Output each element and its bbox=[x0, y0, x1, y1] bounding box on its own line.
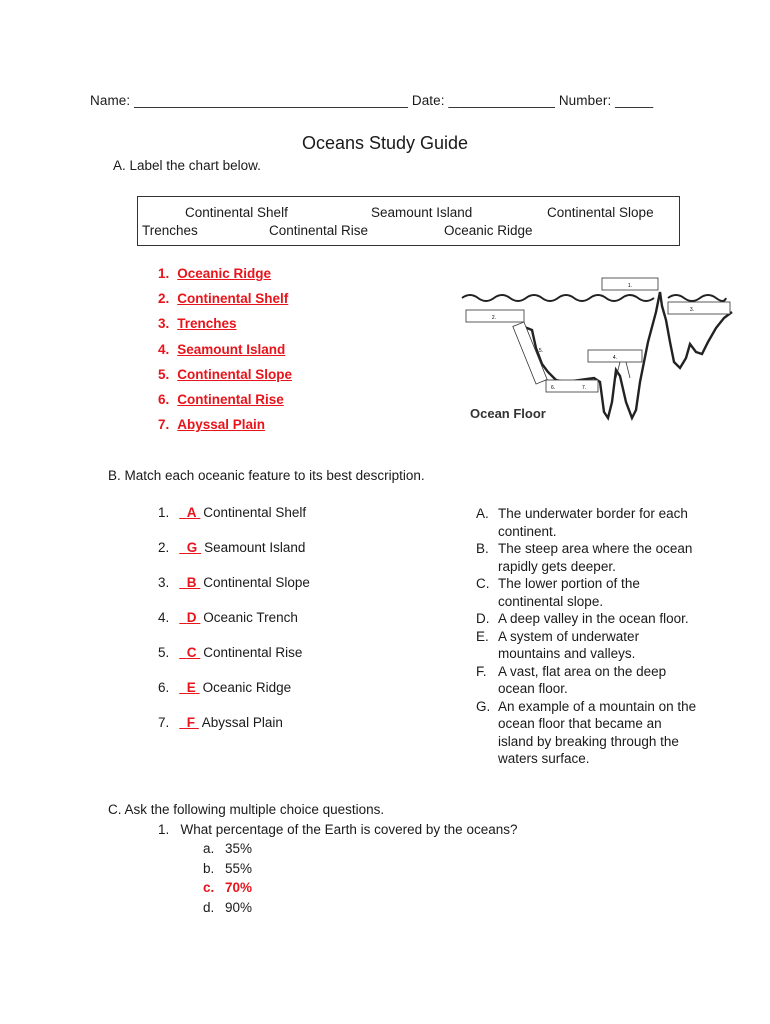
section-b-heading: B. Match each oceanic feature to its best description. bbox=[108, 468, 425, 483]
matching-item: 6. E Oceanic Ridge bbox=[158, 680, 292, 695]
ocean-floor-diagram bbox=[460, 272, 740, 432]
water-surface-line bbox=[462, 295, 654, 301]
list-item: 3. Trenches bbox=[158, 316, 237, 332]
diagram-answer-list bbox=[158, 266, 292, 442]
description-item: F. A vast, flat area on the deep ocean floor. bbox=[476, 663, 667, 696]
word-bank-term: Oceanic Ridge bbox=[444, 223, 533, 238]
pointer-line bbox=[626, 362, 630, 378]
answer-options bbox=[203, 841, 252, 919]
description-item: C. The lower portion of the continental slope. bbox=[476, 576, 640, 609]
word-bank-box bbox=[137, 196, 680, 246]
diagram-label: 5. bbox=[538, 348, 544, 354]
question: 1. What percentage of the Earth is covered by the oceans? bbox=[158, 822, 518, 837]
description-item: A. The underwater border for each continent. bbox=[476, 506, 688, 539]
matching-item: 7. F Abyssal Plain bbox=[158, 715, 283, 730]
list-item: 4. Seamount Island bbox=[158, 341, 286, 357]
section-c-heading: C. Ask the following multiple choice questions. bbox=[108, 802, 385, 817]
matching-item: 1. A Continental Shelf bbox=[158, 505, 307, 520]
list-item: 5. Continental Slope bbox=[158, 366, 293, 382]
diagram-caption: Ocean Floor bbox=[470, 406, 546, 421]
matching-item: 4. D Oceanic Trench bbox=[158, 610, 298, 625]
word-bank-term: Continental Shelf bbox=[185, 205, 288, 220]
list-item: 7. Abyssal Plain bbox=[158, 417, 266, 433]
description-item: B. The steep area where the ocean rapidly gets deeper. bbox=[476, 541, 693, 574]
diagram-label-box bbox=[668, 302, 730, 314]
description-item: D. A deep valley in the ocean floor. bbox=[476, 611, 689, 626]
diagram-label: 4. bbox=[612, 355, 618, 361]
water-surface-line bbox=[668, 295, 726, 301]
matching-item: 5. C Continental Rise bbox=[158, 645, 303, 660]
matching-item: 3. B Continental Slope bbox=[158, 575, 310, 590]
description-item: G. An example of a mountain on the ocean floor that became an island by breaking through the waters surface. bbox=[476, 698, 697, 766]
answer-option: a. 35% bbox=[203, 841, 253, 856]
description-item: E. A system of underwater mountains and valleys. bbox=[476, 628, 640, 661]
diagram-label: 3. bbox=[689, 307, 695, 313]
answer-option: d. 90% bbox=[203, 899, 253, 915]
list-item: 6. Continental Rise bbox=[158, 391, 284, 407]
diagram-label: 1. bbox=[627, 283, 633, 289]
diagram-label: 2. bbox=[491, 315, 497, 321]
matching-item: 2. G Seamount Island bbox=[158, 540, 306, 555]
list-item: 2. Continental Shelf bbox=[158, 291, 289, 307]
diagram-label: 7. bbox=[582, 385, 587, 391]
answer-option: b. 55% bbox=[203, 860, 253, 876]
word-bank-term: Continental Rise bbox=[269, 223, 369, 238]
student-info-line: Name: ____________________________________ Date: ______________ Number: _____ bbox=[90, 93, 654, 108]
word-bank-term: Continental Slope bbox=[547, 205, 654, 220]
page-title: Oceans Study Guide bbox=[301, 133, 469, 153]
word-bank-term: Seamount Island bbox=[371, 205, 473, 220]
list-item: 1. Oceanic Ridge bbox=[158, 266, 272, 281]
diagram-label: 6. bbox=[551, 385, 556, 391]
description-list bbox=[476, 505, 698, 768]
word-bank-term: Trenches bbox=[142, 223, 198, 238]
answer-option-correct: c. 70% bbox=[203, 880, 253, 895]
section-a-heading: A. Label the chart below. bbox=[113, 158, 261, 173]
